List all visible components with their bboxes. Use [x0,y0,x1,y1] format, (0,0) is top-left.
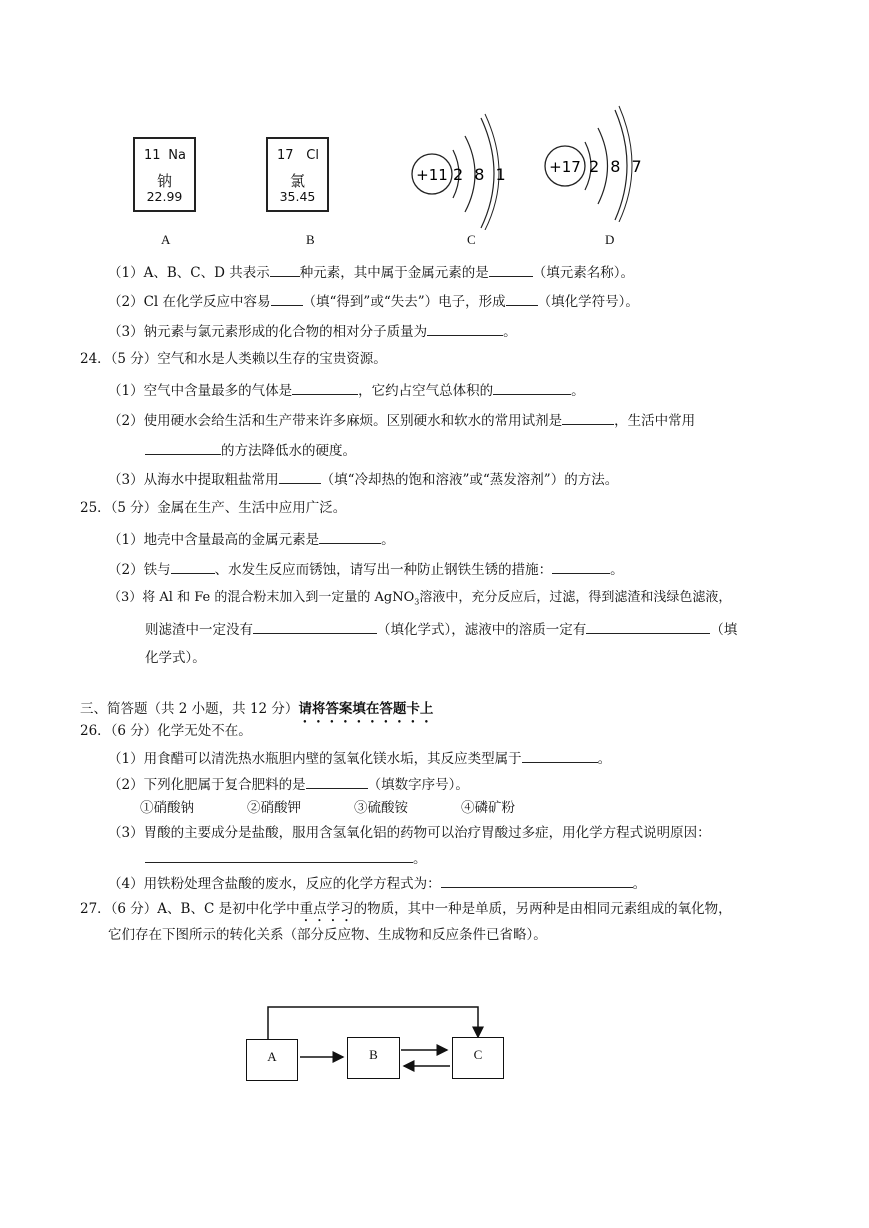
element-card-sodium [133,137,196,212]
q24-item-3: （3）从海水中提取粗盐常用 （填“冷却热的饱和溶液”或“蒸发溶剂”）的方法。 [108,469,618,489]
blank [270,262,300,277]
q25-item-3-cont: 则滤渣中一定没有 （填化学式），滤液中的溶质一定有 （填 [145,619,737,639]
node-b [347,1037,400,1079]
q25-item-3: （3）将 Al 和 Fe 的混合粉末加入到一定量的 AgNO$_3$溶液中，充分反应后，过滤，得到滤渣和浅绿色滤液， [108,590,732,607]
blank [279,469,321,484]
atom-structure-d [535,102,645,222]
section-3-title: 三、简答题（共 2 小题，共 12 分）请将答案填在答题卡上 [80,701,434,717]
atomic-mass: 35.45 [279,189,316,204]
nucleus-charge: +17 [549,158,581,176]
element-card-chlorine [266,137,329,212]
nucleus-charge: +11 [416,166,448,184]
q26-options: ①硝酸钠 ②硝酸钾 ③硫酸铵 ④磷矿粉 [140,800,515,816]
blank [253,619,377,634]
blank [427,321,503,336]
figure-label-c: C [467,232,476,247]
element-symbol: Cl [306,148,319,163]
q26-item-2: （2）下列化肥属于复合肥料的是 （填数字序号）。 [108,774,469,794]
q26-item-3-cont: 。 [145,848,427,868]
blank [145,440,221,455]
q26-item-1: （1）用食醋可以清洗热水瓶胆内壁的氢氧化镁水垢，其反应类型属于 。 [108,748,611,768]
arrow-a-to-c [268,1007,478,1039]
blank [586,619,710,634]
atomic-number: 17 [277,148,294,163]
blank [306,774,368,789]
atomic-mass: 22.99 [146,189,183,204]
blank [171,559,215,574]
q24-item-1: （1）空气中含量最多的气体是 ，它约占空气总体积的 。 [108,380,585,400]
blank [271,291,303,306]
blank [489,262,533,277]
blank [319,529,381,544]
section-3-emphasis: 请将答案填在答题卡上 [298,701,434,717]
q26-item-4: （4）用铁粉处理含盐酸的废水，反应的化学方程式为： 。 [108,873,646,893]
q23-item-1: （1）A、B、C、D 共表示 种元素，其中属于金属元素的是 （填元素名称）。 [108,262,634,282]
figure-label-d: D [605,232,615,247]
q26-title: 26．（6 分）化学无处不在。 [80,723,252,739]
blank [493,380,571,395]
q24-item-2: （2）使用硬水会给生活和生产带来许多麻烦。区别硬水和软水的常用试剂是 ，生活中常用 [108,410,695,430]
q27-line-1: 27．（6 分）A、B、C 是初中化学中重点学习的物质，其中一种是单质，另两种是由相同元素组成的氧化物， [80,901,732,917]
q25-item-3-end: 化学式）。 [145,650,206,666]
blank [506,291,538,306]
node-a [246,1039,298,1081]
q25-title: 25．（5 分）金属在生产、生活中应用广泛。 [80,500,347,516]
q24-title: 24．（5 分）空气和水是人类赖以生存的宝贵资源。 [80,351,387,367]
q27-line-2: 它们存在下图所示的转化关系（部分反应物、生成物和反应条件已省略）。 [108,927,547,943]
node-a-label: A [267,1049,277,1064]
blank [292,380,358,395]
figure-label-a: A [161,232,171,247]
q23-item-3: （3）钠元素与氯元素形成的化合物的相对分子质量为 。 [108,321,517,341]
electron-shells: 2 8 7 [589,157,645,176]
q25-item-2: （2）铁与 、水发生反应而锈蚀，请写出一种防止钢铁生锈的措施： 。 [108,559,624,579]
node-c-label: C [473,1047,483,1062]
blank [145,848,413,863]
atomic-number: 11 [144,148,161,163]
blank [552,559,610,574]
blank [441,873,633,888]
blank [562,410,614,425]
element-name: 氯 [289,172,305,190]
q25-item-1: （1）地壳中含量最高的金属元素是 。 [108,529,395,549]
electron-shells: 2 8 1 [453,165,509,184]
node-c [452,1037,504,1079]
node-b-label: B [369,1047,378,1062]
q27-emphasis: 重点学习 [299,901,354,917]
q26-item-3: （3）胃酸的主要成分是盐酸，服用含氢氧化铝的药物可以治疗胃酸过多症，用化学方程式说明原因： [108,825,711,841]
atom-structure-c [405,110,515,230]
figure-label-b: B [306,232,315,247]
blank [522,748,598,763]
element-symbol: Na [168,148,186,163]
q24-item-2-cont: 的方法降低水的硬度。 [145,440,356,460]
element-name: 钠 [156,172,172,190]
q23-item-2: （2）Cl 在化学反应中容易 （填“得到”或“失去”）电子，形成 （填化学符号）。 [108,291,639,311]
